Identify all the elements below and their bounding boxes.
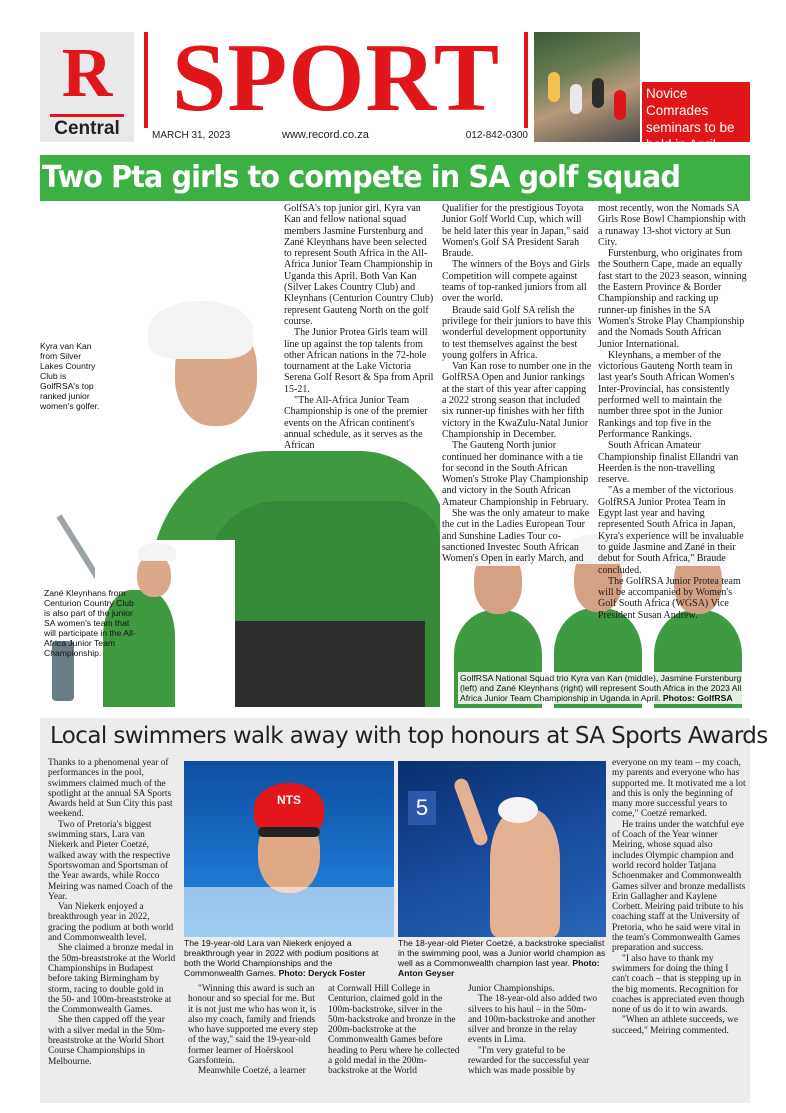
golf-paragraph: Kleynhans, a member of the victorious Gauteng North team in last year's South African Women's Inter-Provincial, has consistently performed well to maintain the number three spot in the Junior Rankings and top five in the Performance Rankings. — [598, 349, 735, 440]
runner-figure — [570, 84, 582, 114]
swim-column-3 — [328, 984, 462, 1077]
caption-zane: Zané Kleynhans from Centurion Country Club is also part of the junior SA women's team that will participate in the All-Africa Junior Team Championship. — [44, 588, 136, 658]
swim-cap — [498, 797, 538, 823]
runner-figure — [548, 72, 560, 102]
caption-pieter-text: The 18-year-old Pieter Coetzé, a backstroke specialist in the swimming pool, was a Junior world champion as well as a Commonwealth champion last year. — [398, 938, 606, 968]
swimmer-body — [490, 809, 560, 937]
swim-paragraph: Junior Championships. — [468, 984, 555, 994]
swim-headline: Local swimmers walk away with top honours at SA Sports Awards — [50, 723, 768, 749]
logo-underline — [50, 114, 124, 117]
swim-column-1 — [48, 758, 176, 1067]
inset-golfer-cap — [138, 543, 176, 561]
golf-paragraph: Van Kan rose to number one in the GolfRSA Open and Junior rankings at the start of this year after capping a 2022 strong season that included six runner-up finishes with her fifth victory in the KwaZulu-Natal Junior Championship in December. — [442, 361, 592, 440]
water-splash — [184, 887, 394, 937]
swim-paragraph: Van Niekerk enjoyed a breakthrough year in 2022, gracing the podium at both world and Commonwealth level. — [48, 902, 174, 944]
golf-column-3 — [598, 203, 748, 621]
golf-paragraph: South African Amateur Championship finalist Ellandri van Heerden is the non-travelling reserve. — [598, 440, 739, 486]
swim-paragraph: She claimed a bronze medal in the 50m-breaststroke at the World Championships in Budapest before taking Birmingham by storm, racing to double gold in the 50- and 100m-breaststroke at the Commonwealth Games. — [48, 943, 176, 1016]
caption-kyra: Kyra van Kan from Silver Lakes Country Club is GolfRSA's top ranked junior women's golfer. — [40, 341, 100, 411]
swim-cap — [254, 783, 324, 833]
swim-paragraph: Two of Pretoria's biggest swimming stars, Lara van Niekerk and Pieter Coetzé, walked away with the respective Sportswoman and Sportsman of the Year awards, while Rocco Meiring was named Coach of the Year. — [48, 819, 173, 902]
caption-trio-text: GolfRSA National Squad trio Kyra van Kan (middle), Jasmine Furstenburg (left) and Zané Kleynhans (right) will represent South Africa in the 2023 All Africa Junior Team Championship in Uganda in April. — [460, 673, 742, 703]
golf-paragraph: GolfSA's top junior girl, Kyra van Kan and fellow national squad members Jasmine Furstenburg and Zané Kleynhans have been selected to represent South Africa in the All-Africa Junior Team Championship in Uganda this April. Both Van Kan (Silver Lakes Country Club) and Kleynhans (Centurion Country Club) represent Gauteng North on the golf course. — [284, 203, 434, 327]
caption-trio-credit: Photos: GolfRSA — [662, 693, 733, 703]
section-title: SPORT — [148, 32, 524, 128]
swim-paragraph: at Cornwall Hill College in Centurion, claimed gold in the 100m-backstroke, silver in the 50m-backstroke and bronze in the 200m-backstroke at the Commonwealth Games before heading to Peru where he collected a gold medal in the 200m-backstroke at the World — [328, 984, 460, 1077]
section-banner — [144, 32, 528, 128]
swim-paragraph: Meanwhile Coetzé, a learner — [198, 1066, 306, 1077]
caption-lara-credit: Photo: Deryck Foster — [278, 968, 366, 978]
golfer-pants — [235, 621, 425, 707]
comrades-runners-photo — [534, 32, 640, 142]
inset-golfer-face — [137, 555, 171, 597]
swim-paragraph: "I'm very grateful to be rewarded for the successful year which was made possible by — [468, 1045, 590, 1077]
swim-paragraph: everyone on my team – my coach, my parents and everyone who has supported me. It motivated me a lot and this is only the beginning of many more successful years to come," Coetzé remarked. — [612, 758, 746, 820]
swim-paragraph: "Winning this award is such an honour and so special for me. But it is not just me who has won it, is also my coach, family and friends who have supported me every step of the way," said the 19-year-old former learner of Hoërskool Garsfontein. — [188, 984, 318, 1067]
logo-letter: R — [61, 35, 113, 112]
golf-paragraph: She was the only amateur to make the cut in the Ladies European Tour and Sunshine Ladies Tour co-sanctioned Investec South African Women's Open in early March, and — [442, 508, 590, 565]
golf-paragraph: The GolfRSA Junior Protea team will be accompanied by Women's Golf South Africa (WGSA) Vice President Susan Andrew. — [598, 575, 741, 621]
golf-paragraph: The winners of the Boys and Girls Competition will compete against teams of top-ranked juniors from all over the world. — [442, 259, 590, 305]
promo-teaser[interactable] — [642, 82, 750, 152]
masthead — [40, 32, 750, 152]
golf-paragraph: "The All-Africa Junior Team Championship is one of the premier events on the African continent's annual schedule, as it serves as the African — [284, 395, 428, 452]
swim-paragraph: He trains under the watchful eye of Coach of the Year winner Meiring, whose squad also includes Olympic champion and world record holder Tatjana Schoenmaker and Commonwealth Games silver and bronze medallists Erin Gallagher and Kaylene Corbett. Meiring paid tribute to his coaching staff at the University of Pretoria, who he said were vital in the team's Commonwealth Games preparation and success. — [612, 819, 746, 954]
golf-paragraph: The Junior Protea Girls team will line up against the top talents from other African nations in the 72-hole tournament at the Lake Victoria Serena Golf Resort & Spa from April 15-21. — [284, 327, 434, 395]
golf-paragraph: most recently, won the Nomads SA Girls Rose Bowl Championship with a runaway 13-shot victory at Sun City. — [598, 203, 746, 248]
lara-swim-photo — [184, 761, 394, 937]
caption-lara — [184, 938, 394, 978]
swim-paragraph: The 18-year-old also added two silvers to his haul – in the 50m- and 100m-backstroke and another silver and bronze in the relay events in Lima. — [468, 994, 598, 1046]
website-link[interactable]: www.record.co.za — [282, 129, 369, 141]
golf-paragraph: The Gauteng North junior continued her dominance with a tie for second in the South African Women's Stroke Play Championship and victory in the South African Amateur Championship in February. — [442, 440, 589, 508]
swim-paragraph: She then capped off the year with a silver medal in the 50m-breaststroke at the World Short Course Championships in Melbourne. — [48, 1015, 166, 1067]
golf-paragraph: Qualifier for the prestigious Toyota Junior Golf World Cup, which will be held later this year in Japan," said Women's Golf SA President Sarah Braude. — [442, 203, 589, 260]
swim-column-5 — [612, 758, 746, 1036]
swim-column-2 — [188, 984, 322, 1077]
golf-column-2 — [442, 203, 592, 565]
runner-figure — [592, 78, 604, 108]
phone-number: 012-842-0300 — [465, 130, 528, 141]
golf-headline: Two Pta girls to compete in SA golf squad — [41, 160, 681, 195]
caption-pieter-credit: Photo: Anton Geyser — [398, 958, 600, 978]
caption-pieter — [398, 938, 608, 978]
swim-cap-text: NTS — [277, 793, 301, 807]
logo-subtitle: Central — [54, 118, 120, 139]
golf-paragraph: Furstenburg, who originates from the Southern Cape, made an equally fast start to the 2023 season, winning the Eastern Province & Border Championship and racking up runner-up finishes in the SA Women's Stroke Play Championship and the Nomads South African Junior International. — [598, 248, 747, 350]
swim-column-4 — [468, 984, 602, 1077]
swim-paragraph: "When an athlete succeeds, we succeed," Meiring commented. — [612, 1015, 739, 1036]
golf-headline-bar — [40, 155, 750, 201]
golf-paragraph: "As a member of the victorious GolfRSA Junior Protea Team in Egypt last year and having represented South Africa in Japan, Kyra's experience will be invaluable to guide Jasmine and Zané in their debut for South Africa," Braude concluded. — [598, 485, 744, 576]
promo-text: Novice Comrades seminars to be held in April — [646, 86, 735, 152]
golf-paragraph: Braude said Golf SA relish the privilege for their juniors to have this wonderful development opportunity to test themselves against the best young golfers in Africa. — [442, 304, 592, 361]
golfer-cap — [148, 301, 253, 359]
runner-figure — [614, 90, 626, 120]
swim-paragraph: Thanks to a phenomenal year of performances in the pool, swimmers claimed much of the spotlight at the annual SA Sports Awards held at Sun City this past weekend. — [48, 758, 173, 820]
masthead-info — [144, 130, 528, 144]
swim-paragraph: "I also have to thank my swimmers for doing the thing I can't coach – that is stepping up in the big moments. Recognition for coaches is appreciated even though none of us do it to win awards. — [612, 953, 745, 1016]
golf-column-1 — [284, 203, 436, 452]
swim-goggles — [258, 827, 320, 837]
caption-trio — [458, 672, 746, 704]
caption-lara-text: The 19-year-old Lara van Niekerk enjoyed a breakthrough year in 2022 with podium positions at both the World Championships and the Commonwealth Games. — [184, 938, 379, 978]
lane-number-sign: 5 — [408, 791, 436, 825]
swimmer-raised-arm — [452, 777, 489, 848]
pieter-swim-photo — [398, 761, 606, 937]
issue-date: MARCH 31, 2023 — [152, 130, 231, 141]
record-logo[interactable] — [40, 32, 134, 142]
